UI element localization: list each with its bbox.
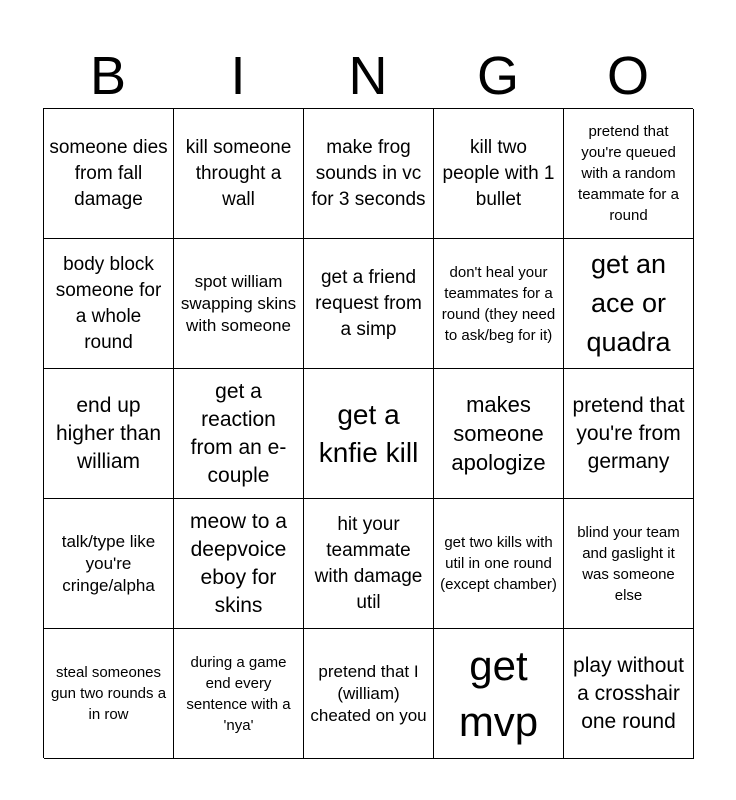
bingo-cell[interactable] [564,629,694,759]
bingo-cell-text: get a knfie kill [318,398,419,468]
bingo-cell[interactable] [174,109,304,239]
bingo-cell-text: don't heal your teammates for a round (they need to ask/beg for it) [441,263,556,344]
bingo-cell-text: talk/type like you're cringe/alpha [61,531,156,595]
bingo-cell[interactable] [304,239,434,369]
bingo-cell-text: kill two people with 1 bullet [442,136,555,210]
bingo-cell[interactable] [44,239,174,369]
header-letter-o: O [606,46,649,106]
bingo-cell-text: during a game end every sentence with a 'nya' [186,653,291,734]
bingo-cell-text: spot william swapping skins with someone [180,271,297,335]
bingo-cell[interactable] [304,369,434,499]
bingo-cell-text: meow to a deepvoice eboy for skins [190,509,287,617]
bingo-cell-text: pretend that you're from germany [572,393,685,473]
bingo-cell[interactable] [434,369,564,499]
bingo-cell[interactable] [434,239,564,369]
bingo-cell-text: blind your team and gaslight it was someone else [577,523,680,604]
bingo-cell[interactable] [44,629,174,759]
bingo-cell-text: hit your teammate with damage util [314,513,423,613]
bingo-cell[interactable] [304,499,434,629]
bingo-cell[interactable] [304,629,434,759]
bingo-cell[interactable] [174,499,304,629]
header-letter-n: N [348,46,388,106]
bingo-cell[interactable] [174,239,304,369]
bingo-cell-text: end up higher than william [55,393,162,473]
bingo-cell-text: get an ace or quadra [586,249,671,357]
bingo-cell-text: pretend that you're queued with a random teammate for a round [578,123,679,224]
bingo-cell[interactable] [564,109,694,239]
bingo-cell[interactable] [304,109,434,239]
bingo-cell-text: pretend that I (william) cheated on you [310,661,427,725]
bingo-cell-text: play without a crosshair one round [573,653,684,733]
header-letter-g: G [476,46,519,106]
bingo-cell-text: get mvp [458,641,539,745]
bingo-cell[interactable] [434,629,564,759]
bingo-cell-text: steal someones gun two rounds a in row [50,664,167,723]
bingo-cell-text: kill someone throught a wall [185,136,292,210]
bingo-header [43,44,693,108]
bingo-cell[interactable] [564,369,694,499]
header-letter-b: B [89,46,127,106]
bingo-cell-text: get two kills with util in one round (except chamber) [440,534,557,593]
bingo-cell-text: body block someone for a whole round [55,253,162,353]
header-letter-i: I [230,46,246,106]
bingo-cell[interactable] [564,239,694,369]
bingo-cell[interactable] [44,499,174,629]
bingo-cell-text: someone dies from fall damage [49,136,168,210]
bingo-cell-text: get a friend request from a simp [315,266,422,340]
bingo-cell[interactable] [434,499,564,629]
bingo-cell[interactable] [44,109,174,239]
bingo-cell[interactable] [174,629,304,759]
bingo-cell[interactable] [564,499,694,629]
bingo-cell[interactable] [174,369,304,499]
bingo-cell-text: makes someone apologize [451,392,546,475]
bingo-cell-text: get a reaction from an e-couple [190,379,287,487]
bingo-cell[interactable] [434,109,564,239]
bingo-cell[interactable] [44,369,174,499]
bingo-cell-text: make frog sounds in vc for 3 seconds [311,136,426,210]
bingo-board [43,108,693,758]
